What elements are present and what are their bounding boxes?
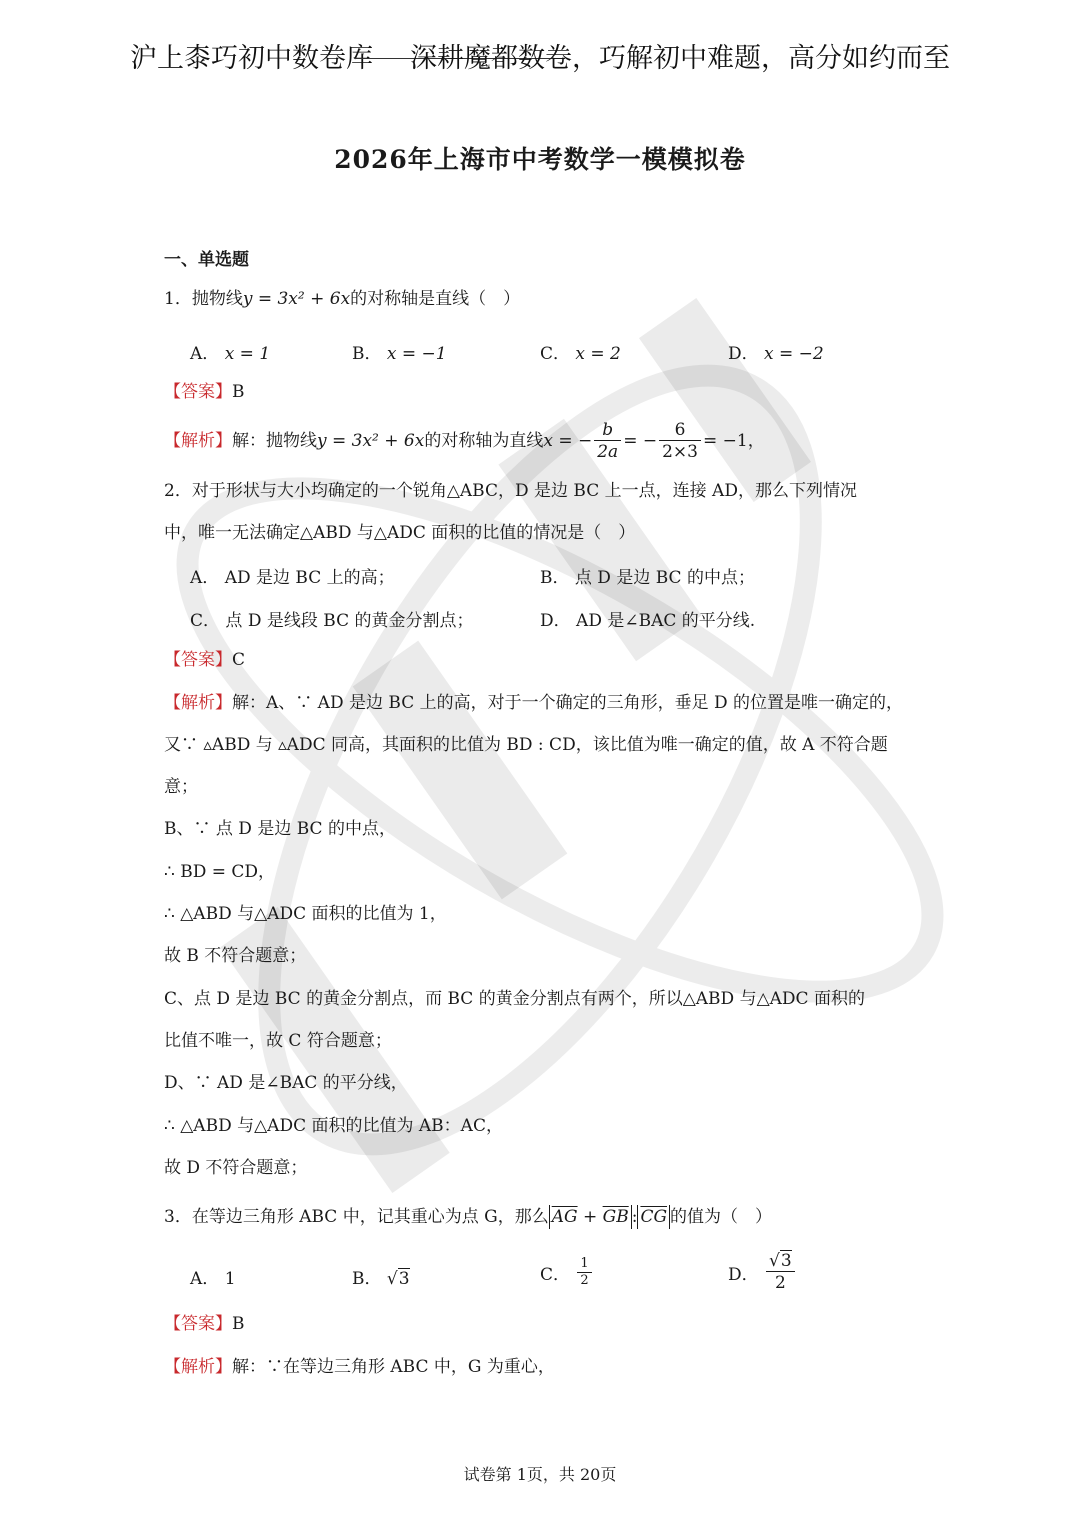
header-right-text: 深耕魔都数卷，巧解初中难题，高分如约而至 bbox=[410, 43, 950, 74]
q2-analysis-line: 故 B 不符合题意； bbox=[164, 946, 307, 966]
q2-analysis-line: B、∵ 点 D 是边 BC 的中点， bbox=[164, 819, 396, 839]
q2-analysis-line: D、∵ AD 是∠BAC 的平分线， bbox=[164, 1073, 408, 1093]
q3-stem: 3．在等边三角形 ABC 中，记其重心为点 G，那么 $\overline{AG} + \overline{GB}$ : $\overline{CG}$ 的值为（ ） bbox=[164, 1207, 773, 1227]
q1-analysis: 【解析】解：抛物线y = 3x² + 6x的对称轴为直线x = − $\frac{b}{2a}$ = − $\frac{6}{2\times 3}$ = −1， bbox=[164, 420, 765, 462]
header-left-text: 沪上桼巧初中数卷库 bbox=[130, 43, 373, 74]
q2-analysis-line: 故 D 不符合题意； bbox=[164, 1158, 308, 1178]
fraction-b-over-2a: $\frac{b}{2a}$ bbox=[594, 420, 621, 463]
q1-option-c: C． x = 2 bbox=[540, 344, 621, 364]
q3-analysis: 【解析】解：∵在等边三角形 ABC 中，G 为重心， bbox=[164, 1357, 555, 1377]
q3-option-d: D． $\frac{√3}{2}$ bbox=[728, 1251, 797, 1294]
q2-answer: 【答案】C bbox=[164, 650, 246, 670]
q2-analysis-line: ∴ △ABD 与△ADC 面积的比值为 1， bbox=[164, 904, 447, 924]
q2-analysis-line: 意； bbox=[164, 777, 198, 797]
q3-option-b: B． √3 bbox=[352, 1269, 410, 1289]
section-heading: 一、单选题 bbox=[164, 250, 249, 270]
fraction-sqrt3-over-2: $\frac{√3}{2}$ bbox=[766, 1251, 795, 1294]
q2-option-d: D． AD 是∠BAC 的平分线. bbox=[540, 611, 756, 631]
q2-option-b: B． 点 D 是边 BC 的中点； bbox=[540, 568, 755, 588]
fraction-6-over-2x3: $\frac{6}{2\times 3}$ bbox=[659, 420, 701, 463]
page-header bbox=[130, 30, 950, 74]
q1-stem: 1．抛物线y = 3x² + 6x的对称轴是直线（ ） bbox=[164, 289, 521, 309]
q1-option-d: D． x = −2 bbox=[728, 344, 824, 364]
sqrt-sign: √3 bbox=[386, 1269, 410, 1289]
q2-stem-line2: 中，唯一无法确定△ABD 与△ADC 面积的比值的情况是（ ） bbox=[164, 523, 636, 543]
document-title: 2026年上海市中考数学一模模拟卷 bbox=[334, 145, 746, 174]
q2-analysis-line: ∴ △ABD 与△ADC 面积的比值为 AB：AC， bbox=[164, 1116, 503, 1136]
q1-option-b: B． x = −1 bbox=[352, 344, 447, 364]
fraction-one-half: $\frac{1}{2}$ bbox=[577, 1256, 591, 1289]
q2-option-c: C． 点 D 是线段 BC 的黄金分割点； bbox=[190, 611, 474, 631]
q2-analysis-line: 比值不唯一，故 C 符合题意； bbox=[164, 1031, 392, 1051]
q3-option-a: A． 1 bbox=[190, 1269, 236, 1289]
vector-magnitude-sum: $\overline{AG} + \overline{GB}$ bbox=[549, 1205, 632, 1229]
q1-answer: 【答案】B bbox=[164, 382, 245, 402]
q2-analysis-line: C、点 D 是边 BC 的黄金分割点，而 BC 的黄金分割点有两个，所以△ABD 与△ADC 面积的 bbox=[164, 989, 865, 1009]
q2-analysis-line: ∴ BD = CD， bbox=[164, 862, 276, 882]
q3-option-c: C． $\frac{1}{2}$ bbox=[540, 1256, 594, 1289]
vector-magnitude-cg: $\overline{CG}$ bbox=[637, 1205, 670, 1229]
q3-answer: 【答案】B bbox=[164, 1314, 245, 1334]
q1-option-a: A． x = 1 bbox=[190, 344, 271, 364]
q2-stem-line1: 2．对于形状与大小均确定的一个锐角△ABC，D 是边 BC 上一点，连接 AD，那么下列情况 bbox=[164, 481, 857, 501]
page-footer: 试卷第 1页，共 20页 bbox=[463, 1465, 617, 1484]
q2-analysis-line: 【解析】解：A、∵ AD 是边 BC 上的高，对于一个确定的三角形，垂足 D 的位置是唯一确定的， bbox=[164, 693, 904, 713]
q2-analysis-line: 又∵ ▵ABD 与 ▵ADC 同高，其面积的比值为 BD : CD，该比值为唯一确定的值，故 A 不符合题 bbox=[164, 735, 888, 755]
q2-option-a: A． AD 是边 BC 上的高； bbox=[190, 568, 395, 588]
